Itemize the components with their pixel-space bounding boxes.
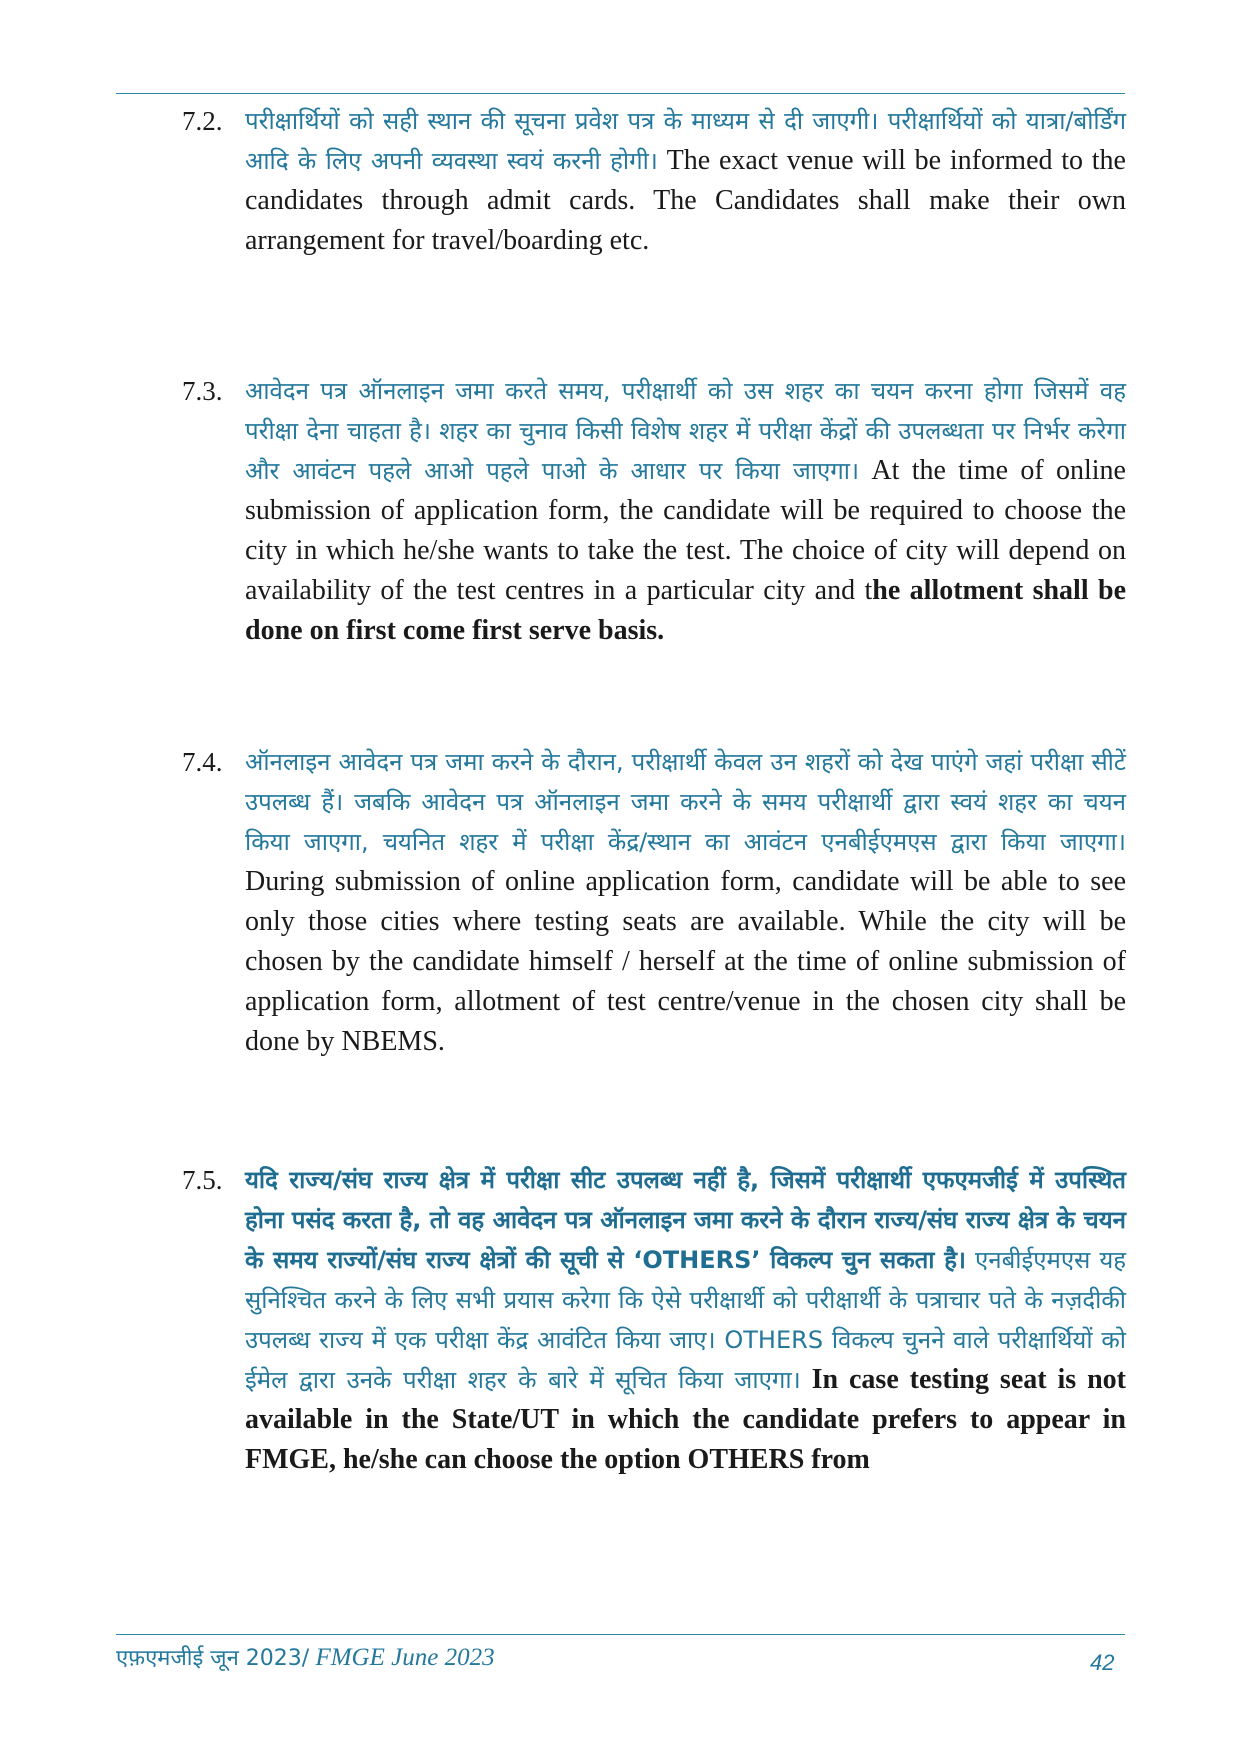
english-text: At the time of online submission of application form, the candidate will be required to choose the city in which he/she wants to take the test. The choice of city will depend on availability of the test centres in a particular city and t: [245, 455, 1126, 606]
hindi-text: आवेदन पत्र ऑनलाइन जमा करते समय, परीक्षार्थी को उस शहर का चयन करना होगा जिसमें वह परीक्षा देना चाहता है। शहर का चुनाव किसी विशेष शहर में परीक्षा केंद्रों की उपलब्धता पर निर्भर करेगा और आवंटन पहले आओ पहले पाओ के आधार पर किया जाएगा।: [245, 377, 1126, 485]
section-7-4: [182, 742, 1126, 1062]
section-text: [245, 1160, 1126, 1480]
footer-title: [116, 1642, 495, 1672]
section-text: [245, 742, 1126, 1062]
header-rule: [116, 93, 1125, 94]
footer-hindi: एफ़एमजीई जून 2023/: [116, 1646, 310, 1671]
section-7-3: [182, 371, 1126, 651]
hindi-bold-text: यदि राज्य/संघ राज्य क्षेत्र में परीक्षा सीट उपलब्ध नहीं है, जिसमें परीक्षार्थी एफएमजीई में उपस्थित होना पसंद करता है, तो वह आवेदन पत्र ऑनलाइन जमा करने के दौरान राज्य/संघ राज्य क्षेत्र के चयन के समय राज्यों/संघ राज्य क्षेत्रों की सूची से ‘OTHERS’ विकल्प चुन सकता है।: [245, 1166, 1126, 1274]
english-text: During submission of online application form, candidate will be able to see only those cities where testing seats are available. While the city will be chosen by the candidate himself / herself at the time of online submission of application form, allotment of test centre/venue in the chosen city shall be done by NBEMS.: [245, 866, 1126, 1057]
english-bold-text: In case testing seat is not available in the State/UT in which the candidate prefers to appear in FMGE, he/she can choose the option OTHERS from: [245, 1364, 1126, 1475]
section-7-5: [182, 1160, 1126, 1480]
hindi-text: ऑनलाइन आवेदन पत्र जमा करने के दौरान, परीक्षार्थी केवल उन शहरों को देख पाएंगे जहां परीक्षा सीटें उपलब्ध हैं। जबकि आवेदन पत्र ऑनलाइन जमा करने के समय परीक्षार्थी द्वारा स्वयं शहर का चयन किया जाएगा, चयनित शहर में परीक्षा केंद्र/स्थान का आवंटन एनबीईएमएस द्वारा किया जाएगा।: [245, 748, 1126, 856]
section-number: 7.4.: [182, 747, 223, 777]
section-text: [245, 101, 1126, 261]
section-text: [245, 371, 1126, 651]
section-number: 7.3.: [182, 376, 223, 406]
footer-english: FMGE June 2023: [309, 1644, 495, 1671]
english-text: The exact venue will be informed to the candidates through admit cards. The Candidates shall make their own arrangement for travel/boarding etc.: [245, 145, 1126, 256]
section-number: 7.5.: [182, 1165, 223, 1195]
section-number: 7.2.: [182, 106, 223, 136]
footer-rule: [116, 1634, 1125, 1635]
page-number: 42: [1090, 1650, 1115, 1675]
section-7-2: [182, 101, 1126, 261]
hindi-text: परीक्षार्थियों को सही स्थान की सूचना प्रवेश पत्र के माध्यम से दी जाएगी। परीक्षार्थियों को यात्रा/बोर्डिंग आदि के लिए अपनी व्यवस्था स्वयं करनी होगी।: [245, 107, 1126, 175]
english-bold-text: he allotment shall be done on first come first serve basis.: [245, 575, 1127, 646]
hindi-text: एनबीईएमएस यह सुनिश्चित करने के लिए सभी प्रयास करेगा कि ऐसे परीक्षार्थी को परीक्षार्थी के पत्राचार पते के नज़दीकी उपलब्ध राज्य में एक परीक्षा केंद्र आवंटित किया जाए। OTHERS विकल्प चुनने वाले परीक्षार्थियों को ईमेल द्वारा उनके परीक्षा शहर के बारे में सूचित किया जाएगा।: [245, 1246, 1126, 1394]
